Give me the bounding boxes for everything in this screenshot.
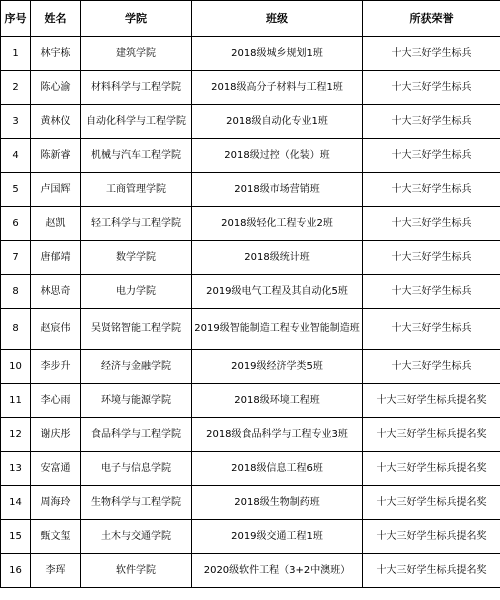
cell-honor: 十大三好学生标兵提名奖: [363, 452, 500, 486]
cell-college: 材料科学与工程学院: [81, 71, 192, 105]
cell-honor: 十大三好学生标兵: [363, 173, 500, 207]
cell-college: 环境与能源学院: [81, 384, 192, 418]
cell-no: 14: [1, 486, 31, 520]
table-row: [1, 452, 500, 486]
cell-no: 12: [1, 418, 31, 452]
table-row: [1, 350, 500, 384]
cell-honor: 十大三好学生标兵: [363, 207, 500, 241]
cell-college: 自动化科学与工程学院: [81, 105, 192, 139]
cell-honor: 十大三好学生标兵: [363, 71, 500, 105]
cell-name: 陈心渝: [31, 71, 81, 105]
cell-honor: 十大三好学生标兵提名奖: [363, 418, 500, 452]
cell-name: 卢国辉: [31, 173, 81, 207]
cell-no: 6: [1, 207, 31, 241]
cell-name: 林思奇: [31, 275, 81, 309]
cell-no: 2: [1, 71, 31, 105]
cell-name: 李心雨: [31, 384, 81, 418]
cell-honor: 十大三好学生标兵提名奖: [363, 384, 500, 418]
table-row: [1, 309, 500, 350]
cell-honor: 十大三好学生标兵: [363, 350, 500, 384]
header-class: 班级: [192, 1, 363, 37]
cell-name: 李珲: [31, 554, 81, 588]
cell-no: 15: [1, 520, 31, 554]
cell-college: 吴贤铭智能工程学院: [81, 309, 192, 350]
cell-honor: 十大三好学生标兵: [363, 309, 500, 350]
table-row: [1, 275, 500, 309]
cell-no: 4: [1, 139, 31, 173]
cell-name: 林宇栋: [31, 37, 81, 71]
header-honor: 所获荣誉: [363, 1, 500, 37]
cell-name: 唐郁靖: [31, 241, 81, 275]
cell-class: 2018级食品科学与工程专业3班: [192, 418, 363, 452]
cell-no: 1: [1, 37, 31, 71]
table-row: [1, 520, 500, 554]
table-row: [1, 37, 500, 71]
cell-college: 食品科学与工程学院: [81, 418, 192, 452]
cell-no: 5: [1, 173, 31, 207]
cell-college: 数学学院: [81, 241, 192, 275]
cell-class: 2018级环境工程班: [192, 384, 363, 418]
cell-honor: 十大三好学生标兵: [363, 105, 500, 139]
cell-no: 3: [1, 105, 31, 139]
cell-no: 13: [1, 452, 31, 486]
cell-class: 2018级城乡规划1班: [192, 37, 363, 71]
cell-college: 建筑学院: [81, 37, 192, 71]
table-row: [1, 207, 500, 241]
cell-college: 土木与交通学院: [81, 520, 192, 554]
table-row: [1, 554, 500, 588]
cell-honor: 十大三好学生标兵提名奖: [363, 554, 500, 588]
cell-college: 电子与信息学院: [81, 452, 192, 486]
cell-name: 李步升: [31, 350, 81, 384]
cell-class: 2018级轻化工程专业2班: [192, 207, 363, 241]
cell-no: 16: [1, 554, 31, 588]
cell-name: 周海玲: [31, 486, 81, 520]
cell-name: 陈新睿: [31, 139, 81, 173]
table-row: [1, 384, 500, 418]
cell-honor: 十大三好学生标兵: [363, 139, 500, 173]
table-row: [1, 418, 500, 452]
cell-class: 2020级软件工程（3+2中澳班）: [192, 554, 363, 588]
cell-college: 经济与金融学院: [81, 350, 192, 384]
table-row: [1, 105, 500, 139]
header-name: 姓名: [31, 1, 81, 37]
cell-no: 10: [1, 350, 31, 384]
table-header-row: [1, 1, 500, 37]
cell-college: 机械与汽车工程学院: [81, 139, 192, 173]
cell-honor: 十大三好学生标兵提名奖: [363, 520, 500, 554]
cell-class: 2018级自动化专业1班: [192, 105, 363, 139]
cell-class: 2019级交通工程1班: [192, 520, 363, 554]
cell-name: 谢庆彤: [31, 418, 81, 452]
cell-name: 赵宸伟: [31, 309, 81, 350]
cell-class: 2019级经济学类5班: [192, 350, 363, 384]
cell-class: 2018级高分子材料与工程1班: [192, 71, 363, 105]
cell-honor: 十大三好学生标兵提名奖: [363, 486, 500, 520]
cell-honor: 十大三好学生标兵: [363, 275, 500, 309]
cell-college: 轻工科学与工程学院: [81, 207, 192, 241]
header-no: 序号: [1, 1, 31, 37]
cell-class: 2018级过控（化装）班: [192, 139, 363, 173]
header-college: 学院: [81, 1, 192, 37]
table-row: [1, 486, 500, 520]
table-row: [1, 173, 500, 207]
cell-class: 2018级生物制药班: [192, 486, 363, 520]
cell-class: 2018级统计班: [192, 241, 363, 275]
table-row: [1, 241, 500, 275]
table-row: [1, 71, 500, 105]
cell-class: 2018级市场营销班: [192, 173, 363, 207]
cell-no: 11: [1, 384, 31, 418]
cell-class: 2019级电气工程及其自动化5班: [192, 275, 363, 309]
cell-class: 2019级智能制造工程专业智能制造班: [192, 309, 363, 350]
cell-college: 电力学院: [81, 275, 192, 309]
cell-name: 安富通: [31, 452, 81, 486]
cell-name: 黄林仪: [31, 105, 81, 139]
cell-college: 生物科学与工程学院: [81, 486, 192, 520]
cell-no: 8: [1, 275, 31, 309]
cell-honor: 十大三好学生标兵: [363, 37, 500, 71]
cell-college: 软件学院: [81, 554, 192, 588]
cell-name: 甄文玺: [31, 520, 81, 554]
cell-no: 7: [1, 241, 31, 275]
cell-no: 8: [1, 309, 31, 350]
cell-honor: 十大三好学生标兵: [363, 241, 500, 275]
table-row: [1, 139, 500, 173]
cell-name: 赵凯: [31, 207, 81, 241]
cell-class: 2018级信息工程6班: [192, 452, 363, 486]
cell-college: 工商管理学院: [81, 173, 192, 207]
